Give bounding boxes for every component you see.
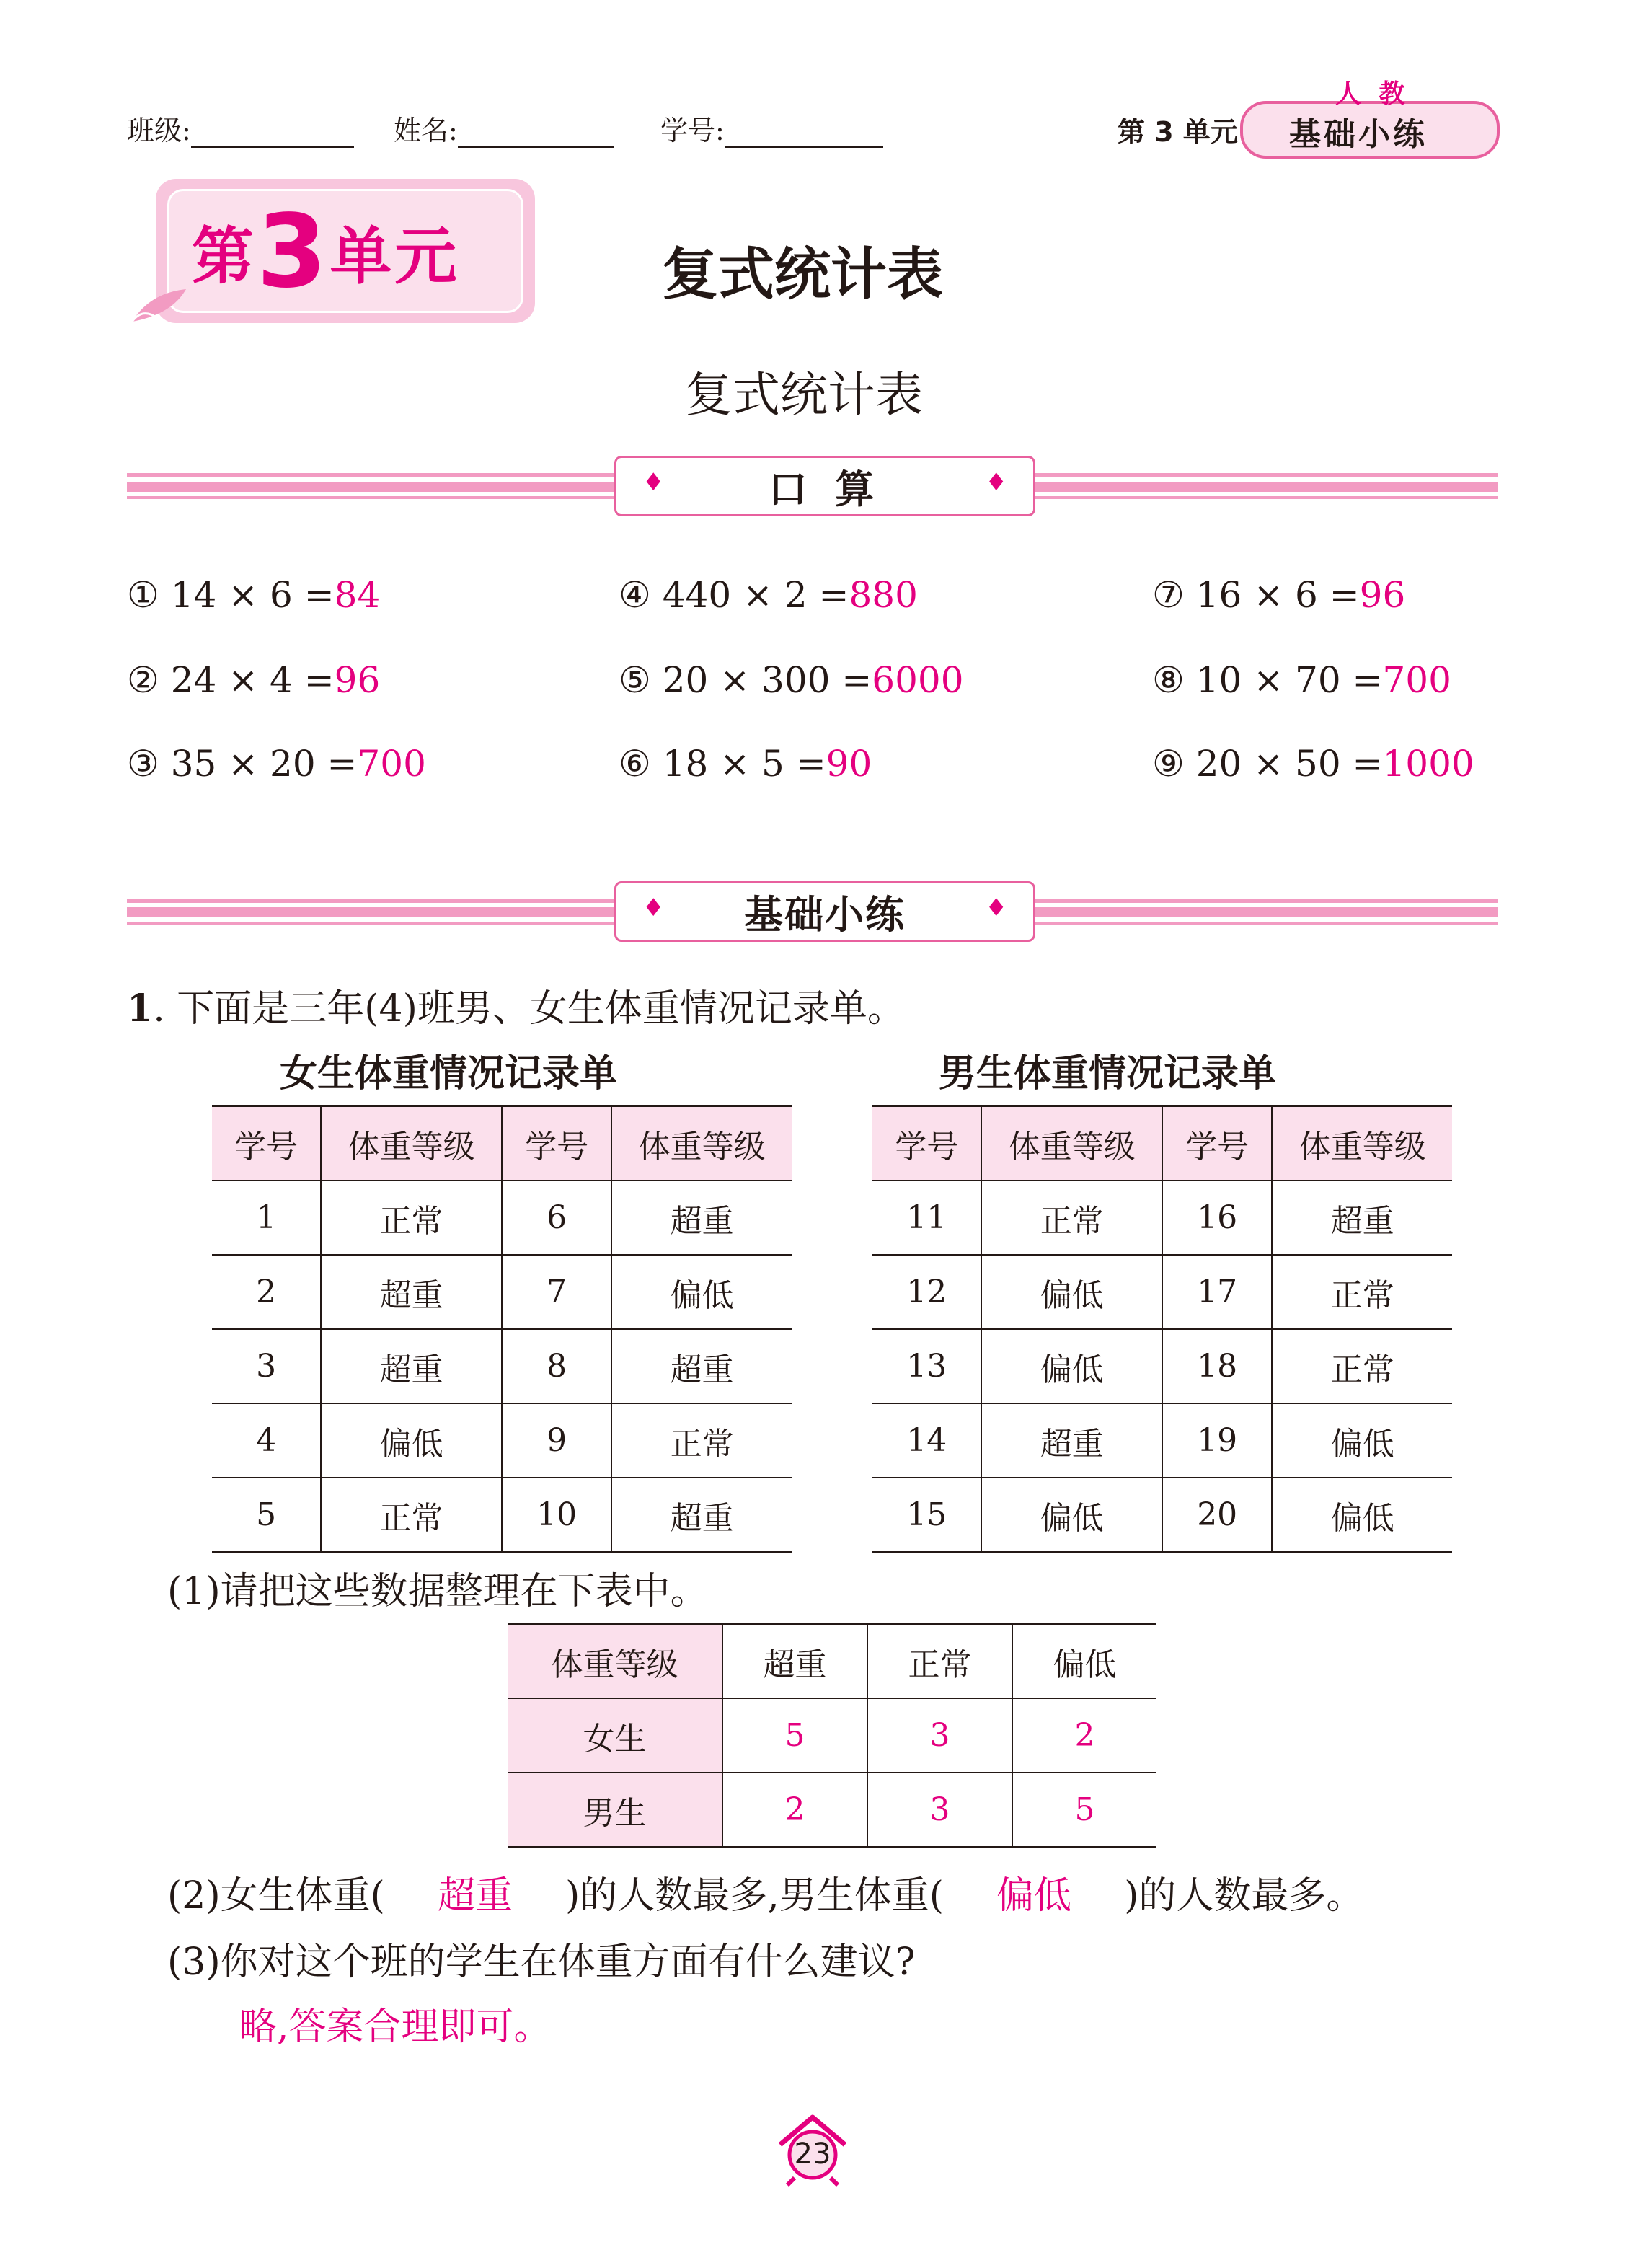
table-row: 15 偏低 20 偏低 — [872, 1478, 1452, 1553]
question-1 — [127, 978, 905, 1032]
calc-item: ① 14 × 6 =84 — [127, 574, 381, 616]
summary-table — [508, 1623, 1156, 1848]
table-row: 5 正常 10 超重 — [212, 1478, 792, 1553]
badge-prefix: 第 — [192, 221, 257, 293]
calc-item: ④ 440 × 2 =880 — [619, 574, 918, 616]
diamond-icon: ♦ — [642, 893, 665, 922]
header-cell: 学号 — [1162, 1106, 1272, 1181]
unit-label: 第 3 单元 — [1118, 116, 1238, 148]
calc-answer: 700 — [1382, 659, 1451, 701]
diamond-icon: ♦ — [985, 468, 1007, 497]
page-number: 23 — [794, 2137, 831, 2171]
calc-answer: 90 — [826, 743, 872, 785]
calc-answer: 1000 — [1382, 743, 1474, 785]
name-label: 姓名: — [394, 115, 458, 146]
section-title-practice: 基础小练 — [744, 891, 906, 937]
badge-suffix: 单元 — [329, 221, 460, 293]
boys-table-title: 男生体重情况记录单 — [939, 1052, 1277, 1095]
calc-answer: 96 — [334, 659, 381, 701]
girls-table-title: 女生体重情况记录单 — [280, 1052, 618, 1095]
header-cell: 偏低 — [1012, 1624, 1156, 1699]
lesson-title: 复式统计表 — [685, 367, 923, 423]
answer-cell[interactable]: 5 — [722, 1698, 867, 1773]
calc-item: ⑨ 20 × 50 =1000 — [1152, 743, 1474, 785]
class-field — [127, 108, 354, 148]
section-header-oral — [614, 456, 1035, 516]
brand-main: 基础小练 — [1289, 116, 1428, 153]
name-blank[interactable] — [458, 118, 614, 148]
header-cell: 体重等级 — [321, 1106, 502, 1181]
header-cell: 体重等级 — [508, 1624, 722, 1699]
sub-question-1: (1)请把这些数据整理在下表中。 — [167, 1570, 708, 1613]
header-cell: 体重等级 — [611, 1106, 792, 1181]
table-row — [508, 1773, 1156, 1848]
answer-cell[interactable]: 2 — [1012, 1698, 1156, 1773]
id-label: 学号: — [660, 115, 725, 146]
diamond-icon: ♦ — [642, 468, 665, 497]
id-field — [660, 108, 883, 148]
header-cell: 超重 — [722, 1624, 867, 1699]
header-cell: 学号 — [872, 1106, 981, 1181]
answer-blank-girls[interactable]: 超重 — [437, 1874, 513, 1918]
unit-badge — [156, 179, 535, 323]
class-blank[interactable] — [191, 118, 354, 148]
header-cell: 体重等级 — [981, 1106, 1162, 1181]
answer-blank-boys[interactable]: 偏低 — [996, 1874, 1072, 1918]
calc-answer: 84 — [334, 574, 381, 616]
answer-cell[interactable]: 2 — [722, 1773, 867, 1848]
name-field — [394, 108, 614, 148]
table-row — [508, 1698, 1156, 1773]
sub-question-2: (2)女生体重( 超重 )的人数最多,男生体重( 偏低 )的人数最多。 — [167, 1865, 1363, 1919]
header-cell: 正常 — [867, 1624, 1012, 1699]
answer-cell[interactable]: 5 — [1012, 1773, 1156, 1848]
header-cell: 学号 — [212, 1106, 321, 1181]
table-row: 4 偏低 9 正常 — [212, 1403, 792, 1478]
sub-question-3-answer: 略,答案合理即可。 — [239, 2006, 552, 2049]
calc-item: ② 24 × 4 =96 — [127, 659, 381, 701]
row-label: 女生 — [508, 1698, 722, 1773]
table-row: 11 正常 16 超重 — [872, 1181, 1452, 1255]
id-blank[interactable] — [725, 118, 883, 148]
girls-table — [212, 1105, 792, 1553]
calc-item: ③ 35 × 20 =700 — [127, 743, 426, 785]
question-text: . 下面是三年(4)班男、女生体重情况记录单。 — [153, 987, 905, 1031]
answer-cell[interactable]: 3 — [867, 1773, 1012, 1848]
calc-answer: 96 — [1359, 574, 1406, 616]
table-row: 12 偏低 17 正常 — [872, 1255, 1452, 1329]
table-header-row — [212, 1106, 792, 1181]
table-header-row — [872, 1106, 1452, 1181]
calc-item: ⑥ 18 × 5 =90 — [619, 743, 872, 785]
brand-top: 人 教 — [1335, 79, 1410, 109]
diamond-icon: ♦ — [985, 893, 1007, 922]
table-row: 1 正常 6 超重 — [212, 1181, 792, 1255]
leaf-icon — [128, 286, 193, 329]
boys-table — [872, 1105, 1452, 1553]
sub-question-3: (3)你对这个班的学生在体重方面有什么建议? — [167, 1941, 916, 1984]
table-row: 14 超重 19 偏低 — [872, 1403, 1452, 1478]
unit-title: 复式统计表 — [662, 242, 944, 307]
table-header-row — [508, 1624, 1156, 1699]
section-header-practice — [614, 881, 1035, 942]
table-row: 3 超重 8 超重 — [212, 1329, 792, 1403]
table-row: 2 超重 7 偏低 — [212, 1255, 792, 1329]
calc-answer: 880 — [849, 574, 918, 616]
section-title-oral: 口 算 — [768, 466, 882, 512]
badge-number: 3 — [257, 193, 330, 311]
row-label: 男生 — [508, 1773, 722, 1848]
class-label: 班级: — [127, 115, 191, 146]
calc-item: ⑧ 10 × 70 =700 — [1152, 659, 1451, 701]
header-cell: 体重等级 — [1272, 1106, 1452, 1181]
calc-item: ⑦ 16 × 6 =96 — [1152, 574, 1406, 616]
calc-item: ⑤ 20 × 300 =6000 — [619, 659, 964, 701]
calc-answer: 6000 — [872, 659, 964, 701]
calc-answer: 700 — [357, 743, 426, 785]
header-cell: 学号 — [502, 1106, 611, 1181]
question-number: 1 — [127, 987, 154, 1031]
answer-cell[interactable]: 3 — [867, 1698, 1012, 1773]
table-row: 13 偏低 18 正常 — [872, 1329, 1452, 1403]
